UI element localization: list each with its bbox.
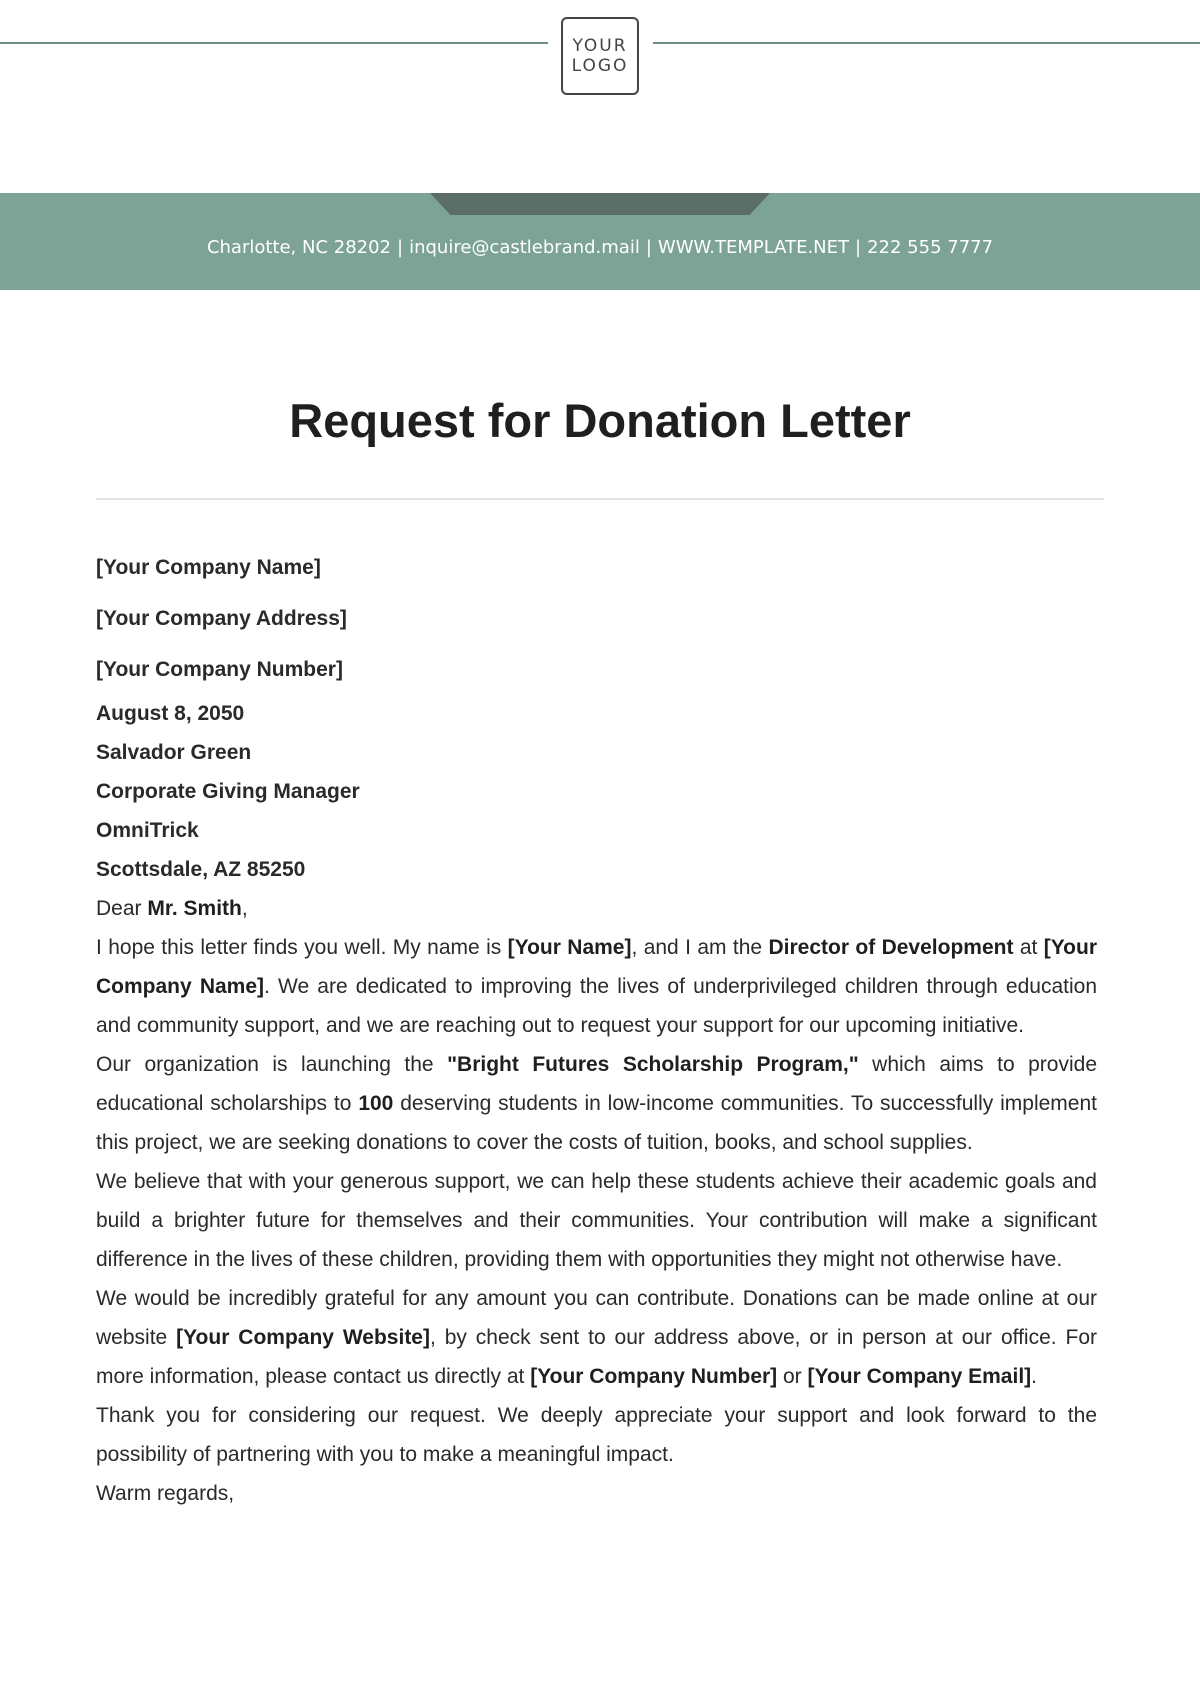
logo-text-line1: YOUR xyxy=(572,36,628,56)
recipient-location: Scottsdale, AZ 85250 xyxy=(96,858,306,881)
title-divider xyxy=(96,498,1104,500)
separator: | xyxy=(855,237,862,258)
header-line-right xyxy=(653,42,1200,44)
page-title: Request for Donation Letter xyxy=(289,394,911,447)
greeting-suffix: , xyxy=(241,897,248,920)
paragraph-thanks: Thank you for considering our request. We deeply appreciate your support and look forward to the possibility of partnering with you to make a meaningful impact. xyxy=(96,1404,1097,1466)
paragraph-support: We believe that with your generous support, we can help these students achieve their academic goals and build a brighter future for themselves and their communities. Your contribution will make a significant difference in the lives of these children, providing them with opportunities they might not otherwise have. xyxy=(96,1170,1097,1271)
sender-company-address: [Your Company Address] xyxy=(96,607,347,630)
contact-website: WWW.TEMPLATE.NET xyxy=(657,237,850,258)
greeting-prefix: Dear xyxy=(96,897,148,920)
greeting-name: Mr. Smith xyxy=(147,897,242,920)
contact-phone: 222 555 7777 xyxy=(867,237,994,258)
company-logo xyxy=(561,17,639,95)
greeting xyxy=(96,889,1097,928)
paragraph-intro: I hope this letter finds you well. My name is [Your Name], and I am the Director of Development at [Your Company Name]. We are dedicated to improving the lives of underprivileged children through education and community support, and we are reaching out to request your support for our upcoming initiative. xyxy=(96,936,1098,1037)
letter-date: August 8, 2050 xyxy=(96,702,245,725)
recipient-company: OmniTrick xyxy=(96,819,199,842)
letter-body xyxy=(96,553,1097,1513)
separator: | xyxy=(397,237,404,258)
paragraph-program: Our organization is launching the "Bright Futures Scholarship Program," which aims to provide educational scholarships to 100 deserving students in low-income communities. To successfully implement this project, we are seeking donations to cover the costs of tuition, books, and school supplies. xyxy=(96,1053,1098,1154)
header-line-left xyxy=(0,42,548,44)
separator: | xyxy=(645,237,652,258)
contact-info xyxy=(0,237,1200,258)
closing: Warm regards, xyxy=(96,1482,235,1505)
contact-city: Charlotte, NC 28202 xyxy=(206,237,392,258)
contact-banner xyxy=(0,193,1200,290)
recipient-name: Salvador Green xyxy=(96,741,252,764)
sender-company-name: [Your Company Name] xyxy=(96,556,321,579)
banner-tab xyxy=(430,193,770,215)
contact-email: inquire@castlebrand.mail xyxy=(409,237,640,258)
logo-text-line2: LOGO xyxy=(571,56,629,76)
recipient-title: Corporate Giving Manager xyxy=(96,780,360,803)
paragraph-donation-methods: We would be incredibly grateful for any amount you can contribute. Donations can be made online at our website [Your Company Website], by check sent to our address above, or in person at our office. For more information, please contact us directly at [Your Company Number] or [Your Company Email]. xyxy=(96,1287,1097,1388)
sender-company-number: [Your Company Number] xyxy=(96,658,343,681)
